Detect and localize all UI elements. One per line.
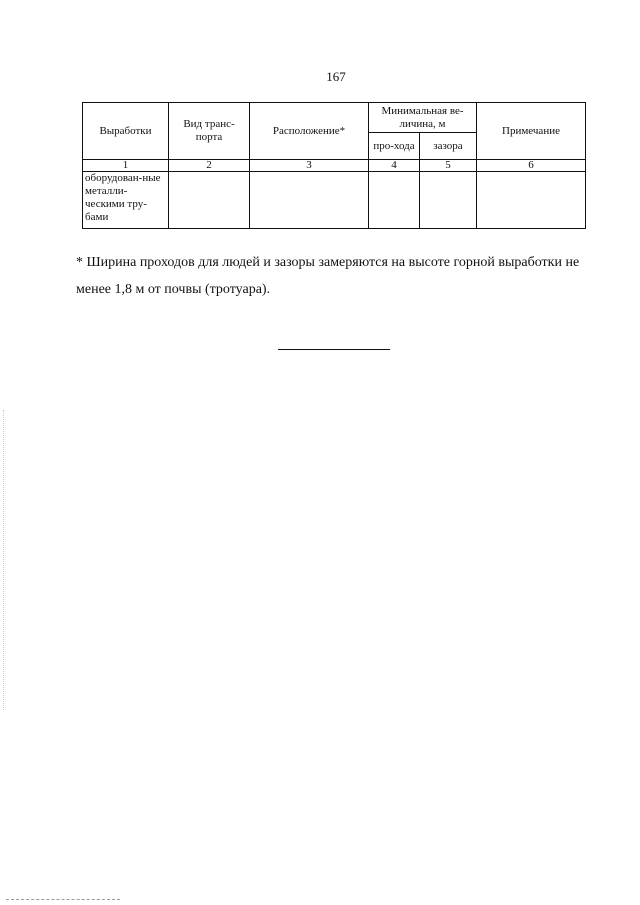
scan-edge-bottom <box>6 899 120 900</box>
cell-gap <box>420 172 477 229</box>
cell-transport <box>169 172 250 229</box>
column-number: 4 <box>369 160 420 172</box>
column-number: 6 <box>477 160 586 172</box>
clearance-table <box>82 102 586 229</box>
column-number-row <box>83 160 586 172</box>
column-number: 3 <box>250 160 369 172</box>
header-workings: Выработки <box>83 103 169 160</box>
cell-passage <box>369 172 420 229</box>
header-location: Расположение* <box>250 103 369 160</box>
header-min-value: Минимальная ве-личина, м <box>369 103 477 133</box>
header-transport: Вид транс-порта <box>169 103 250 160</box>
cell-note <box>477 172 586 229</box>
footnote: * Ширина проходов для людей и зазоры замеряются на высоте горной выработки не менее 1,8 м от почвы (тротуара). <box>76 255 580 297</box>
column-number: 1 <box>83 160 169 172</box>
end-rule <box>278 349 390 350</box>
column-number: 2 <box>169 160 250 172</box>
column-number: 5 <box>420 160 477 172</box>
header-passage: про-хода <box>369 133 420 160</box>
header-gap: зазора <box>420 133 477 160</box>
cell-workings: оборудован-ные металли-ческими тру-бами <box>83 172 169 229</box>
scan-edge-left <box>3 410 4 710</box>
header-note: Примечание <box>477 103 586 160</box>
page-number: 167 <box>326 69 346 84</box>
table-row <box>83 172 586 229</box>
cell-location <box>250 172 369 229</box>
